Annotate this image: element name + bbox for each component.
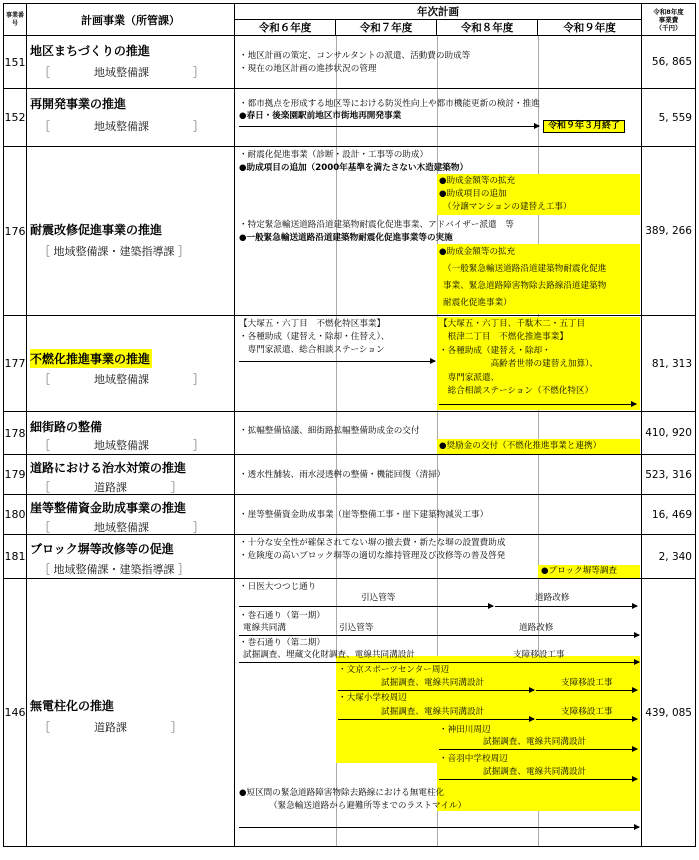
schedule-arrow — [495, 606, 637, 607]
plan-item: ・都市拠点を形成する地区等における防災性向上や都市機能更新の検討・推進 — [239, 99, 540, 109]
plan-item: ・各種助成（建替え・除却・ — [439, 346, 551, 356]
row-no: 151 — [4, 36, 27, 89]
plan-item: ・大塚小学校周辺 — [338, 693, 407, 703]
plan-item: 試掘調査、電線共同溝設計 — [381, 678, 485, 688]
table-row — [4, 89, 696, 147]
project-cell — [27, 316, 235, 412]
schedule-arrow — [439, 779, 637, 780]
plan-item: 支障移設工事 — [561, 678, 613, 688]
project-cell — [27, 89, 235, 147]
project-name: 地区まちづくりの推進 — [30, 44, 150, 58]
plan-table — [3, 3, 696, 847]
plan-item: 専門家派遣、 — [439, 373, 500, 383]
schedule-arrow — [536, 690, 637, 691]
plan-item: 耐震化促進事業） — [443, 298, 512, 308]
project-division: ［ 道路課 ］ — [39, 721, 182, 734]
plan-item: 道路改修 — [535, 593, 570, 603]
table-row — [4, 147, 696, 316]
plan-cell — [235, 535, 642, 579]
row-no: 180 — [4, 495, 27, 535]
plan-item: 高齢者世帯の建替え加算）、 — [439, 359, 598, 369]
project-name: ブロック塀等改修等の促進 — [30, 542, 174, 556]
plan-item: ・巻石通り（第一期） — [239, 611, 325, 621]
cost-value: 16, 469 — [642, 495, 696, 535]
project-division: ［ 地域整備課 ］ — [39, 66, 204, 79]
plan-item: 支障移設工事 — [561, 707, 613, 717]
project-division: ［ 地域整備課 ］ — [39, 521, 204, 534]
plan-item: ・耐震化促進事業（診断・設計・工事等の助成） — [239, 150, 429, 160]
row-no: 176 — [4, 147, 27, 316]
project-cell — [27, 147, 235, 316]
plan-item: ●短区間の緊急道路障害物除去路線における無電柱化 — [239, 788, 445, 798]
plan-item: 引込管等 — [361, 593, 396, 603]
project-cell — [27, 495, 235, 535]
row-no: 178 — [4, 412, 27, 455]
plan-item: 事業、緊急道路障害物除去路線沿道建築物 — [443, 281, 607, 291]
schedule-arrow — [439, 404, 636, 405]
plan-item: ●一般緊急輸送道路沿道建築物耐震化促進事業等の実施 — [239, 233, 453, 243]
header-project: 計画事業（所管課） — [27, 4, 235, 36]
end-label: 令和９年３月終了 — [543, 120, 625, 133]
plan-item: 試掘調査、電線共同溝設計 — [483, 767, 587, 777]
header-year-r6: 令和６年度 — [235, 20, 336, 36]
plan-item: （一般緊急輸送道路沿道建築物耐震化促進 — [443, 264, 607, 274]
table-row — [4, 36, 696, 89]
plan-item: （分譲マンションの建替え工事） — [443, 202, 572, 212]
plan-cell — [235, 455, 642, 495]
header-year-r8: 令和８年度 — [437, 20, 538, 36]
schedule-arrow — [439, 749, 637, 750]
plan-item: ・危険度の高いブロック塀等の適切な維持管理及び改修等の普及啓発 — [239, 551, 506, 561]
header-year-r9: 令和９年度 — [538, 20, 642, 36]
project-division: ［ 地域整備課 ］ — [39, 373, 204, 386]
project-name: 耐震改修促進事業の推進 — [30, 223, 163, 237]
project-name: 不燃化推進事業の推進 — [30, 349, 152, 368]
plan-cell — [235, 316, 642, 412]
plan-item: 【大塚五・六丁目 不燃化特区事業】 — [239, 319, 386, 329]
header-cost: 令和8年度 事業費 （千円） — [642, 4, 696, 36]
project-division: ［ 地域整備課 ］ — [39, 120, 204, 133]
plan-item: 試掘調査、埋蔵文化財調査、電線共同溝設計 — [243, 650, 415, 660]
schedule-arrow — [239, 361, 435, 362]
plan-item: ・拡幅整備協議、細街路拡幅整備助成金の交付 — [239, 426, 420, 436]
plan-item: ・巻石通り（第二期） — [239, 638, 325, 648]
project-cell — [27, 412, 235, 455]
plan-item: 総合相談ステーション（不燃化特区） — [439, 386, 594, 396]
plan-item: （緊急輸送道路から避難所等までのラストマイル） — [269, 801, 467, 811]
plan-item: ・音羽中学校周辺 — [439, 754, 508, 764]
plan-item: ●奨励金の交付（不燃化推進事業と連携） — [439, 441, 602, 451]
plan-item: ・特定緊急輸送道路沿道建築物耐震化促進事業、アドバイザー派遣 等 — [239, 220, 514, 230]
cost-value: 439, 085 — [642, 579, 696, 847]
plan-item: ・文京スポーツセンター周辺 — [338, 665, 450, 675]
plan-item: ・十分な安全性が確保されてない塀の撤去費・新たな塀の設置費助成 — [239, 538, 506, 548]
plan-item: ・崖等整備資金助成事業（崖等整備工事・崖下建築物減災工事） — [239, 510, 489, 520]
cost-value: 81, 313 — [642, 316, 696, 412]
plan-item: 道路改修 — [519, 623, 554, 633]
table-row — [4, 579, 696, 847]
project-cell — [27, 535, 235, 579]
plan-item: 試掘調査、電線共同溝設計 — [381, 707, 485, 717]
plan-item: 根津二丁目 不燃化推進事業】 — [439, 332, 568, 342]
cost-value: 523, 316 — [642, 455, 696, 495]
plan-cell — [235, 89, 642, 147]
header-no: 事業番号 — [4, 4, 27, 36]
schedule-arrow — [239, 827, 639, 828]
plan-cell — [235, 147, 642, 316]
schedule-arrow — [239, 662, 639, 663]
cost-value: 56, 865 — [642, 36, 696, 89]
cost-value: 2, 340 — [642, 535, 696, 579]
project-name: 道路における治水対策の推進 — [30, 461, 187, 475]
project-name: 再開発事業の推進 — [30, 97, 127, 111]
plan-item: ●助成金額等の拡充 — [439, 176, 516, 186]
project-cell — [27, 579, 235, 847]
table-row — [4, 495, 696, 535]
row-no: 146 — [4, 579, 27, 847]
project-division: ［ 地域整備課 ］ — [39, 439, 204, 452]
table-row — [4, 535, 696, 579]
cost-value: 389, 266 — [642, 147, 696, 316]
row-no: 177 — [4, 316, 27, 412]
row-no: 152 — [4, 89, 27, 147]
project-cell — [27, 36, 235, 89]
plan-item: ・日医大つつじ通り — [239, 582, 317, 592]
plan-item: ●ブロック塀等調査 — [541, 566, 618, 576]
plan-item: ●春日・後楽園駅前地区市街地再開発事業 — [239, 111, 402, 121]
plan-item: ・各種助成（建替え・除却・住替え）、 — [239, 332, 390, 342]
cost-value: 410, 920 — [642, 412, 696, 455]
project-name: 崖等整備資金助成事業の推進 — [30, 501, 187, 515]
schedule-arrow — [536, 719, 637, 720]
table-row — [4, 316, 696, 412]
schedule-arrow — [239, 635, 639, 636]
plan-cell — [235, 36, 642, 89]
plan-item: ・現在の地区計画の進捗状況の管理 — [239, 64, 377, 74]
header-year-r7: 令和７年度 — [336, 20, 437, 36]
plan-item: 専門家派遣、総合相談ステーション — [239, 345, 385, 355]
schedule-arrow — [338, 719, 534, 720]
plan-cell — [235, 412, 642, 455]
table-row — [4, 455, 696, 495]
row-no: 181 — [4, 535, 27, 579]
plan-item: 試掘調査、電線共同溝設計 — [483, 737, 587, 747]
schedule-arrow — [338, 690, 534, 691]
plan-item: 電線共同溝 — [243, 623, 286, 633]
project-division: ［ 道路課 ］ — [39, 481, 182, 494]
plan-item: ・地区計画の策定、コンサルタントの派遣、活動費の助成等 — [239, 51, 471, 61]
plan-item: 【大塚五・六丁目、千駄木二・五丁目 — [439, 319, 586, 329]
plan-item: 支障移設工事 — [513, 650, 565, 660]
plan-cell — [235, 579, 642, 847]
project-division: ［ 地域整備課・建築指導課 ］ — [39, 563, 189, 576]
plan-item: 引込管等 — [339, 623, 374, 633]
plan-cell — [235, 495, 642, 535]
cost-value: 5, 559 — [642, 89, 696, 147]
schedule-arrow — [239, 126, 539, 127]
plan-item: ●助成項目の追加（2000年基準を満たさない木造建築物） — [239, 163, 469, 173]
project-division: ［ 地域整備課・建築指導課 ］ — [39, 245, 189, 258]
project-name: 細街路の整備 — [30, 420, 103, 434]
table-row — [4, 412, 696, 455]
row-no: 179 — [4, 455, 27, 495]
header-annual-plan: 年次計画 — [235, 4, 642, 20]
schedule-arrow — [239, 606, 493, 607]
project-cell — [27, 455, 235, 495]
plan-item: ●助成項目の追加 — [439, 189, 507, 199]
plan-item: ●助成金額等の拡充 — [439, 247, 516, 257]
plan-item: ・神田川周辺 — [439, 725, 491, 735]
project-name: 無電柱化の推進 — [30, 699, 115, 713]
plan-item: ・透水性舗装、雨水浸透桝の整備・機能回復（清掃） — [239, 470, 446, 480]
